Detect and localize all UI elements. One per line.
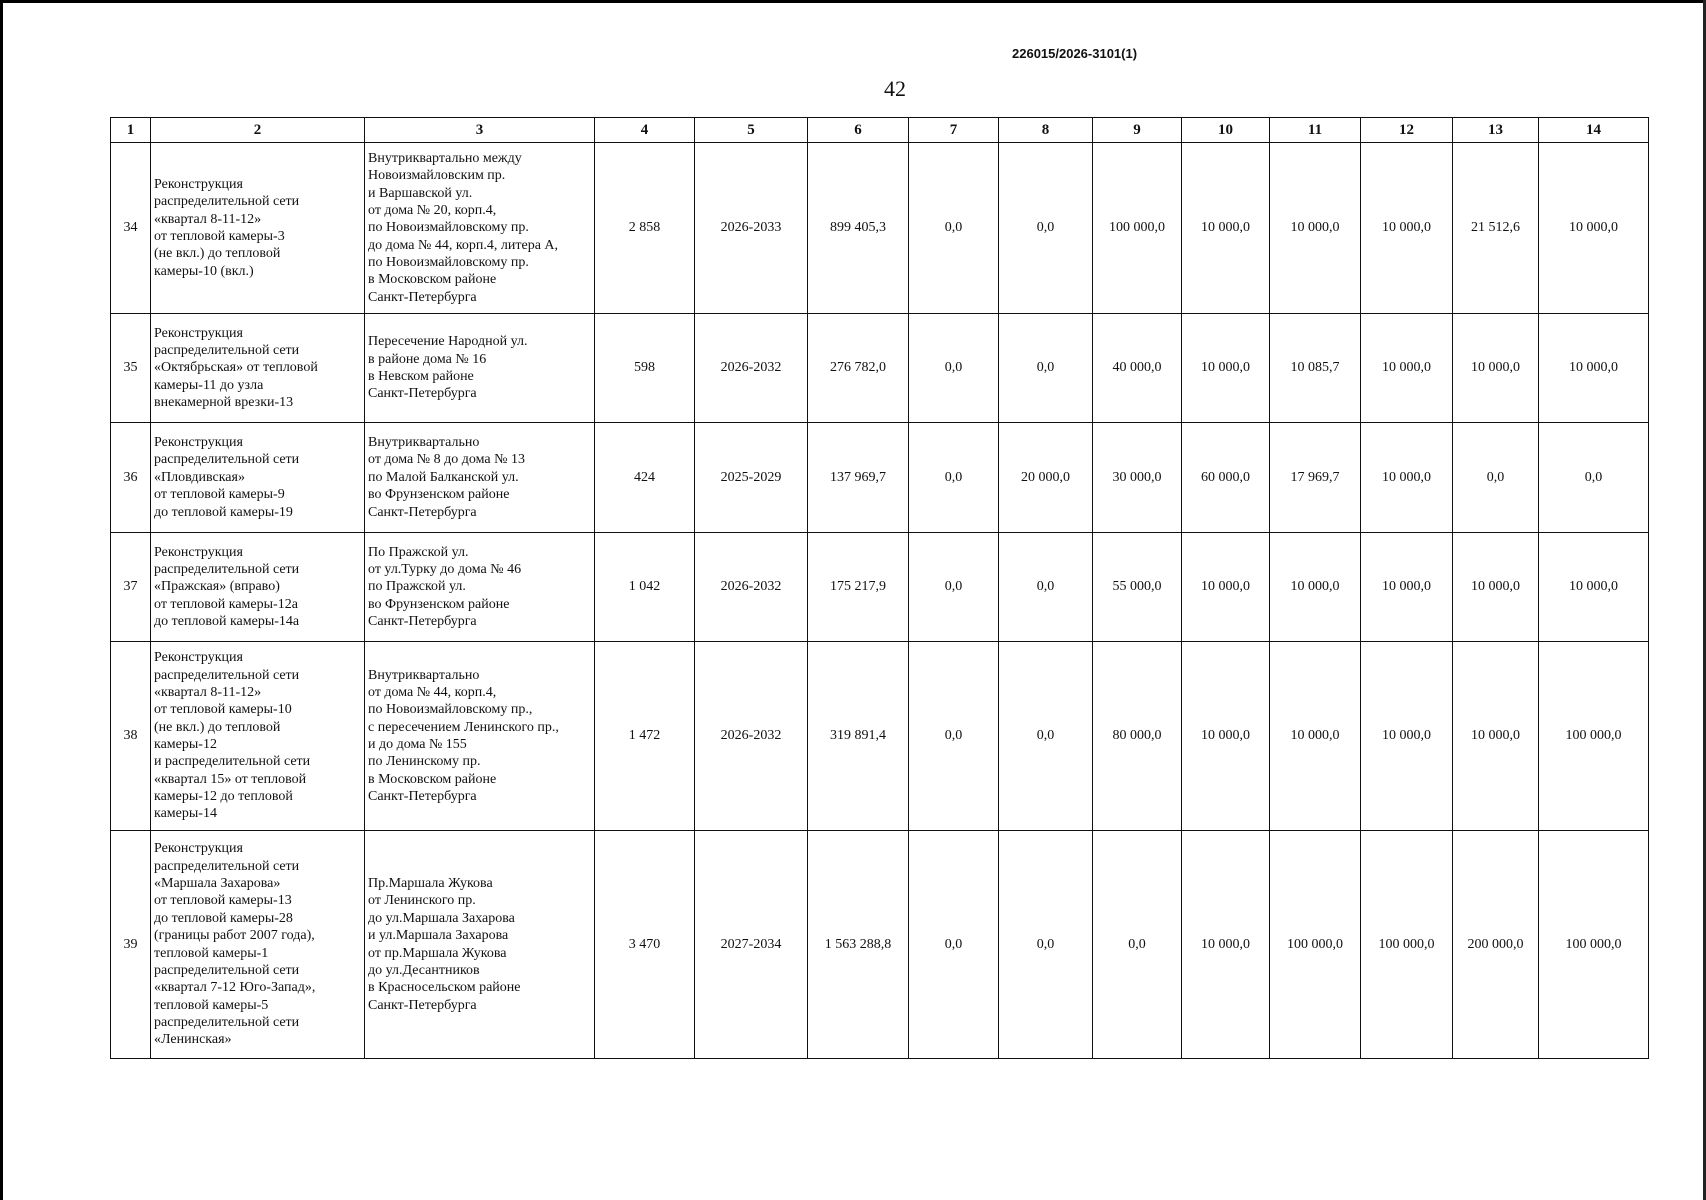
column-header: 11 (1270, 118, 1361, 143)
col-10-value: 10 000,0 (1182, 143, 1270, 314)
col-8-value: 0,0 (999, 831, 1093, 1059)
col-14-value: 10 000,0 (1539, 533, 1649, 642)
col-13-value: 21 512,6 (1453, 143, 1539, 314)
col-7-value: 0,0 (909, 314, 999, 423)
column-header: 9 (1093, 118, 1182, 143)
col-7-value: 0,0 (909, 831, 999, 1059)
project-location: Пр.Маршала Жукова от Ленинского пр. до ул.Маршала Захарова и ул.Маршала Захарова от пр.Маршала Жукова до ул.Десантников в Красносельском районе Санкт-Петербурга (365, 831, 595, 1059)
col-11-value: 10 000,0 (1270, 143, 1361, 314)
table-row (111, 533, 1649, 642)
col-14-value: 100 000,0 (1539, 831, 1649, 1059)
project-location: Пересечение Народной ул. в районе дома № 16 в Невском районе Санкт-Петербурга (365, 314, 595, 423)
project-name: Реконструкция распределительной сети «Пловдивская» от тепловой камеры-9 до тепловой камеры-19 (151, 423, 365, 533)
col-11-value: 10 000,0 (1270, 533, 1361, 642)
col-8-value: 0,0 (999, 533, 1093, 642)
project-location: По Пражской ул. от ул.Турку до дома № 46 по Пражской ул. во Фрунзенском районе Санкт-Петербурга (365, 533, 595, 642)
column-header: 14 (1539, 118, 1649, 143)
total-cost-value: 276 782,0 (808, 314, 909, 423)
col-10-value: 10 000,0 (1182, 831, 1270, 1059)
period-value: 2026-2032 (695, 533, 808, 642)
column-header: 2 (151, 118, 365, 143)
row-number: 36 (111, 423, 151, 533)
project-name: Реконструкция распределительной сети «Пражская» (вправо) от тепловой камеры-12а до тепловой камеры-14а (151, 533, 365, 642)
column-header: 12 (1361, 118, 1453, 143)
total-cost-value: 1 563 288,8 (808, 831, 909, 1059)
document-registration-number: 226015/2026-3101(1) (1012, 46, 1138, 61)
col-8-value: 20 000,0 (999, 423, 1093, 533)
total-cost-value: 137 969,7 (808, 423, 909, 533)
col-14-value: 100 000,0 (1539, 642, 1649, 831)
project-location: Внутриквартально от дома № 44, корп.4, по Новоизмайловскому пр., с пересечением Ленинского пр., и до дома № 155 по Ленинскому пр. в Московском районе Санкт-Петербурга (365, 642, 595, 831)
length-value: 2 858 (595, 143, 695, 314)
row-number: 38 (111, 642, 151, 831)
period-value: 2026-2032 (695, 314, 808, 423)
col-9-value: 55 000,0 (1093, 533, 1182, 642)
column-header: 10 (1182, 118, 1270, 143)
project-name: Реконструкция распределительной сети «квартал 8-11-12» от тепловой камеры-10 (не вкл.) до тепловой камеры-12 и распределительной сети «квартал 15» от тепловой камеры-12 до тепловой камеры-14 (151, 642, 365, 831)
col-9-value: 100 000,0 (1093, 143, 1182, 314)
column-header: 1 (111, 118, 151, 143)
length-value: 1 042 (595, 533, 695, 642)
project-name: Реконструкция распределительной сети «квартал 8-11-12» от тепловой камеры-3 (не вкл.) до тепловой камеры-10 (вкл.) (151, 143, 365, 314)
col-11-value: 10 085,7 (1270, 314, 1361, 423)
col-11-value: 17 969,7 (1270, 423, 1361, 533)
col-7-value: 0,0 (909, 642, 999, 831)
total-cost-value: 319 891,4 (808, 642, 909, 831)
col-13-value: 200 000,0 (1453, 831, 1539, 1059)
length-value: 1 472 (595, 642, 695, 831)
row-number: 35 (111, 314, 151, 423)
col-10-value: 60 000,0 (1182, 423, 1270, 533)
project-location: Внутриквартально от дома № 8 до дома № 13 по Малой Балканской ул. во Фрунзенском районе Санкт-Петербурга (365, 423, 595, 533)
row-number: 39 (111, 831, 151, 1059)
col-14-value: 10 000,0 (1539, 314, 1649, 423)
col-14-value: 0,0 (1539, 423, 1649, 533)
column-header: 5 (695, 118, 808, 143)
length-value: 598 (595, 314, 695, 423)
col-13-value: 10 000,0 (1453, 314, 1539, 423)
column-header: 13 (1453, 118, 1539, 143)
col-9-value: 0,0 (1093, 831, 1182, 1059)
col-10-value: 10 000,0 (1182, 642, 1270, 831)
col-7-value: 0,0 (909, 533, 999, 642)
row-number: 34 (111, 143, 151, 314)
table-row (111, 423, 1649, 533)
col-11-value: 100 000,0 (1270, 831, 1361, 1059)
column-header: 8 (999, 118, 1093, 143)
col-8-value: 0,0 (999, 314, 1093, 423)
column-header: 3 (365, 118, 595, 143)
table-row (111, 143, 1649, 314)
period-value: 2025-2029 (695, 423, 808, 533)
total-cost-value: 175 217,9 (808, 533, 909, 642)
col-12-value: 10 000,0 (1361, 423, 1453, 533)
scan-border-top (0, 0, 1706, 3)
col-8-value: 0,0 (999, 642, 1093, 831)
col-10-value: 10 000,0 (1182, 533, 1270, 642)
length-value: 424 (595, 423, 695, 533)
col-9-value: 40 000,0 (1093, 314, 1182, 423)
period-value: 2026-2032 (695, 642, 808, 831)
column-header: 6 (808, 118, 909, 143)
col-12-value: 10 000,0 (1361, 143, 1453, 314)
col-7-value: 0,0 (909, 143, 999, 314)
col-10-value: 10 000,0 (1182, 314, 1270, 423)
col-9-value: 30 000,0 (1093, 423, 1182, 533)
col-12-value: 10 000,0 (1361, 642, 1453, 831)
project-name: Реконструкция распределительной сети «Маршала Захарова» от тепловой камеры-13 до тепловой камеры-28 (границы работ 2007 года), тепловой камеры-1 распределительной сети «квартал 7-12 Юго-Запад», тепловой камеры-5 распределительной сети «Ленинская» (151, 831, 365, 1059)
col-8-value: 0,0 (999, 143, 1093, 314)
table-row (111, 831, 1649, 1059)
row-number: 37 (111, 533, 151, 642)
project-location: Внутриквартально между Новоизмайловским пр. и Варшавской ул. от дома № 20, корп.4, по Новоизмайловскому пр. до дома № 44, корп.4, литера А, по Новоизмайловскому пр. в Московском районе Санкт-Петербурга (365, 143, 595, 314)
col-7-value: 0,0 (909, 423, 999, 533)
col-14-value: 10 000,0 (1539, 143, 1649, 314)
col-13-value: 10 000,0 (1453, 642, 1539, 831)
total-cost-value: 899 405,3 (808, 143, 909, 314)
col-12-value: 100 000,0 (1361, 831, 1453, 1059)
column-header: 4 (595, 118, 695, 143)
column-header: 7 (909, 118, 999, 143)
project-name: Реконструкция распределительной сети «Октябрьская» от тепловой камеры-11 до узла внекамерной врезки-13 (151, 314, 365, 423)
col-9-value: 80 000,0 (1093, 642, 1182, 831)
col-13-value: 10 000,0 (1453, 533, 1539, 642)
table-row (111, 642, 1649, 831)
period-value: 2027-2034 (695, 831, 808, 1059)
period-value: 2026-2033 (695, 143, 808, 314)
page-number: 42 (884, 76, 906, 101)
table-header-row (111, 118, 1649, 143)
scan-border-left (0, 0, 3, 1200)
col-13-value: 0,0 (1453, 423, 1539, 533)
table-row (111, 314, 1649, 423)
col-11-value: 10 000,0 (1270, 642, 1361, 831)
length-value: 3 470 (595, 831, 695, 1059)
col-12-value: 10 000,0 (1361, 314, 1453, 423)
col-12-value: 10 000,0 (1361, 533, 1453, 642)
investment-program-table (110, 117, 1649, 1059)
